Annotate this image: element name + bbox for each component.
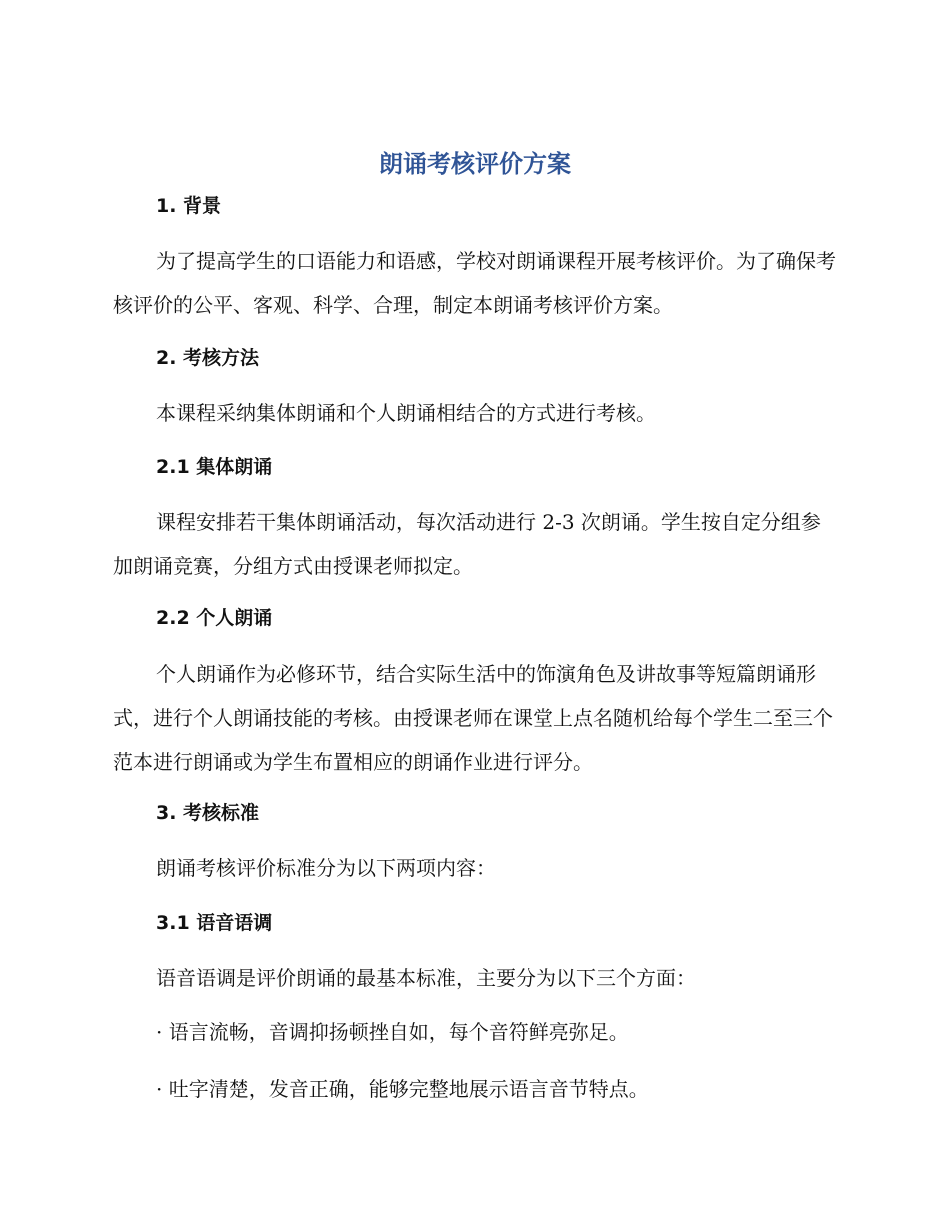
paragraph-individual-recitation: 个人朗诵作为必修环节，结合实际生活中的饰演角色及讲故事等短篇朗诵形式，进行个人朗诵技能的考核。由授课老师在课堂上点名随机给每个学生二至三个范本进行朗诵或为学生布置相应的朗诵作业进行评分。: [113, 662, 833, 774]
section-heading-criteria: 3. 考核标准: [156, 802, 260, 824]
document-title: 朗诵考核评价方案: [379, 150, 571, 178]
paragraph-background: 为了提高学生的口语能力和语感，学校对朗诵课程开展考核评价。为了确保考核评价的公平、客观、科学、合理，制定本朗诵考核评价方案。: [113, 249, 836, 317]
section-heading-group-recitation: 2.1 集体朗诵: [156, 456, 273, 478]
bullet-item-articulation: · 吐字清楚，发音正确，能够完整地展示语言音节特点。: [156, 1077, 649, 1101]
section-heading-background: 1. 背景: [156, 195, 222, 217]
paragraph-criteria: 朗诵考核评价标准分为以下两项内容：: [156, 856, 496, 880]
bullet-item-fluency: · 语言流畅，音调抑扬顿挫自如，每个音符鲜亮弥足。: [156, 1020, 629, 1044]
paragraph-group-recitation: 课程安排若干集体朗诵活动，每次活动进行 2-3 次朗诵。学生按自定分组参加朗诵竞赛，分组方式由授课老师拟定。: [113, 510, 821, 578]
section-heading-individual-recitation: 2.2 个人朗诵: [156, 607, 273, 629]
paragraph-method: 本课程采纳集体朗诵和个人朗诵相结合的方式进行考核。: [156, 401, 656, 425]
section-heading-method: 2. 考核方法: [156, 347, 260, 369]
section-heading-pronunciation: 3.1 语音语调: [156, 912, 273, 934]
paragraph-pronunciation: 语音语调是评价朗诵的最基本标准，主要分为以下三个方面：: [156, 966, 696, 990]
